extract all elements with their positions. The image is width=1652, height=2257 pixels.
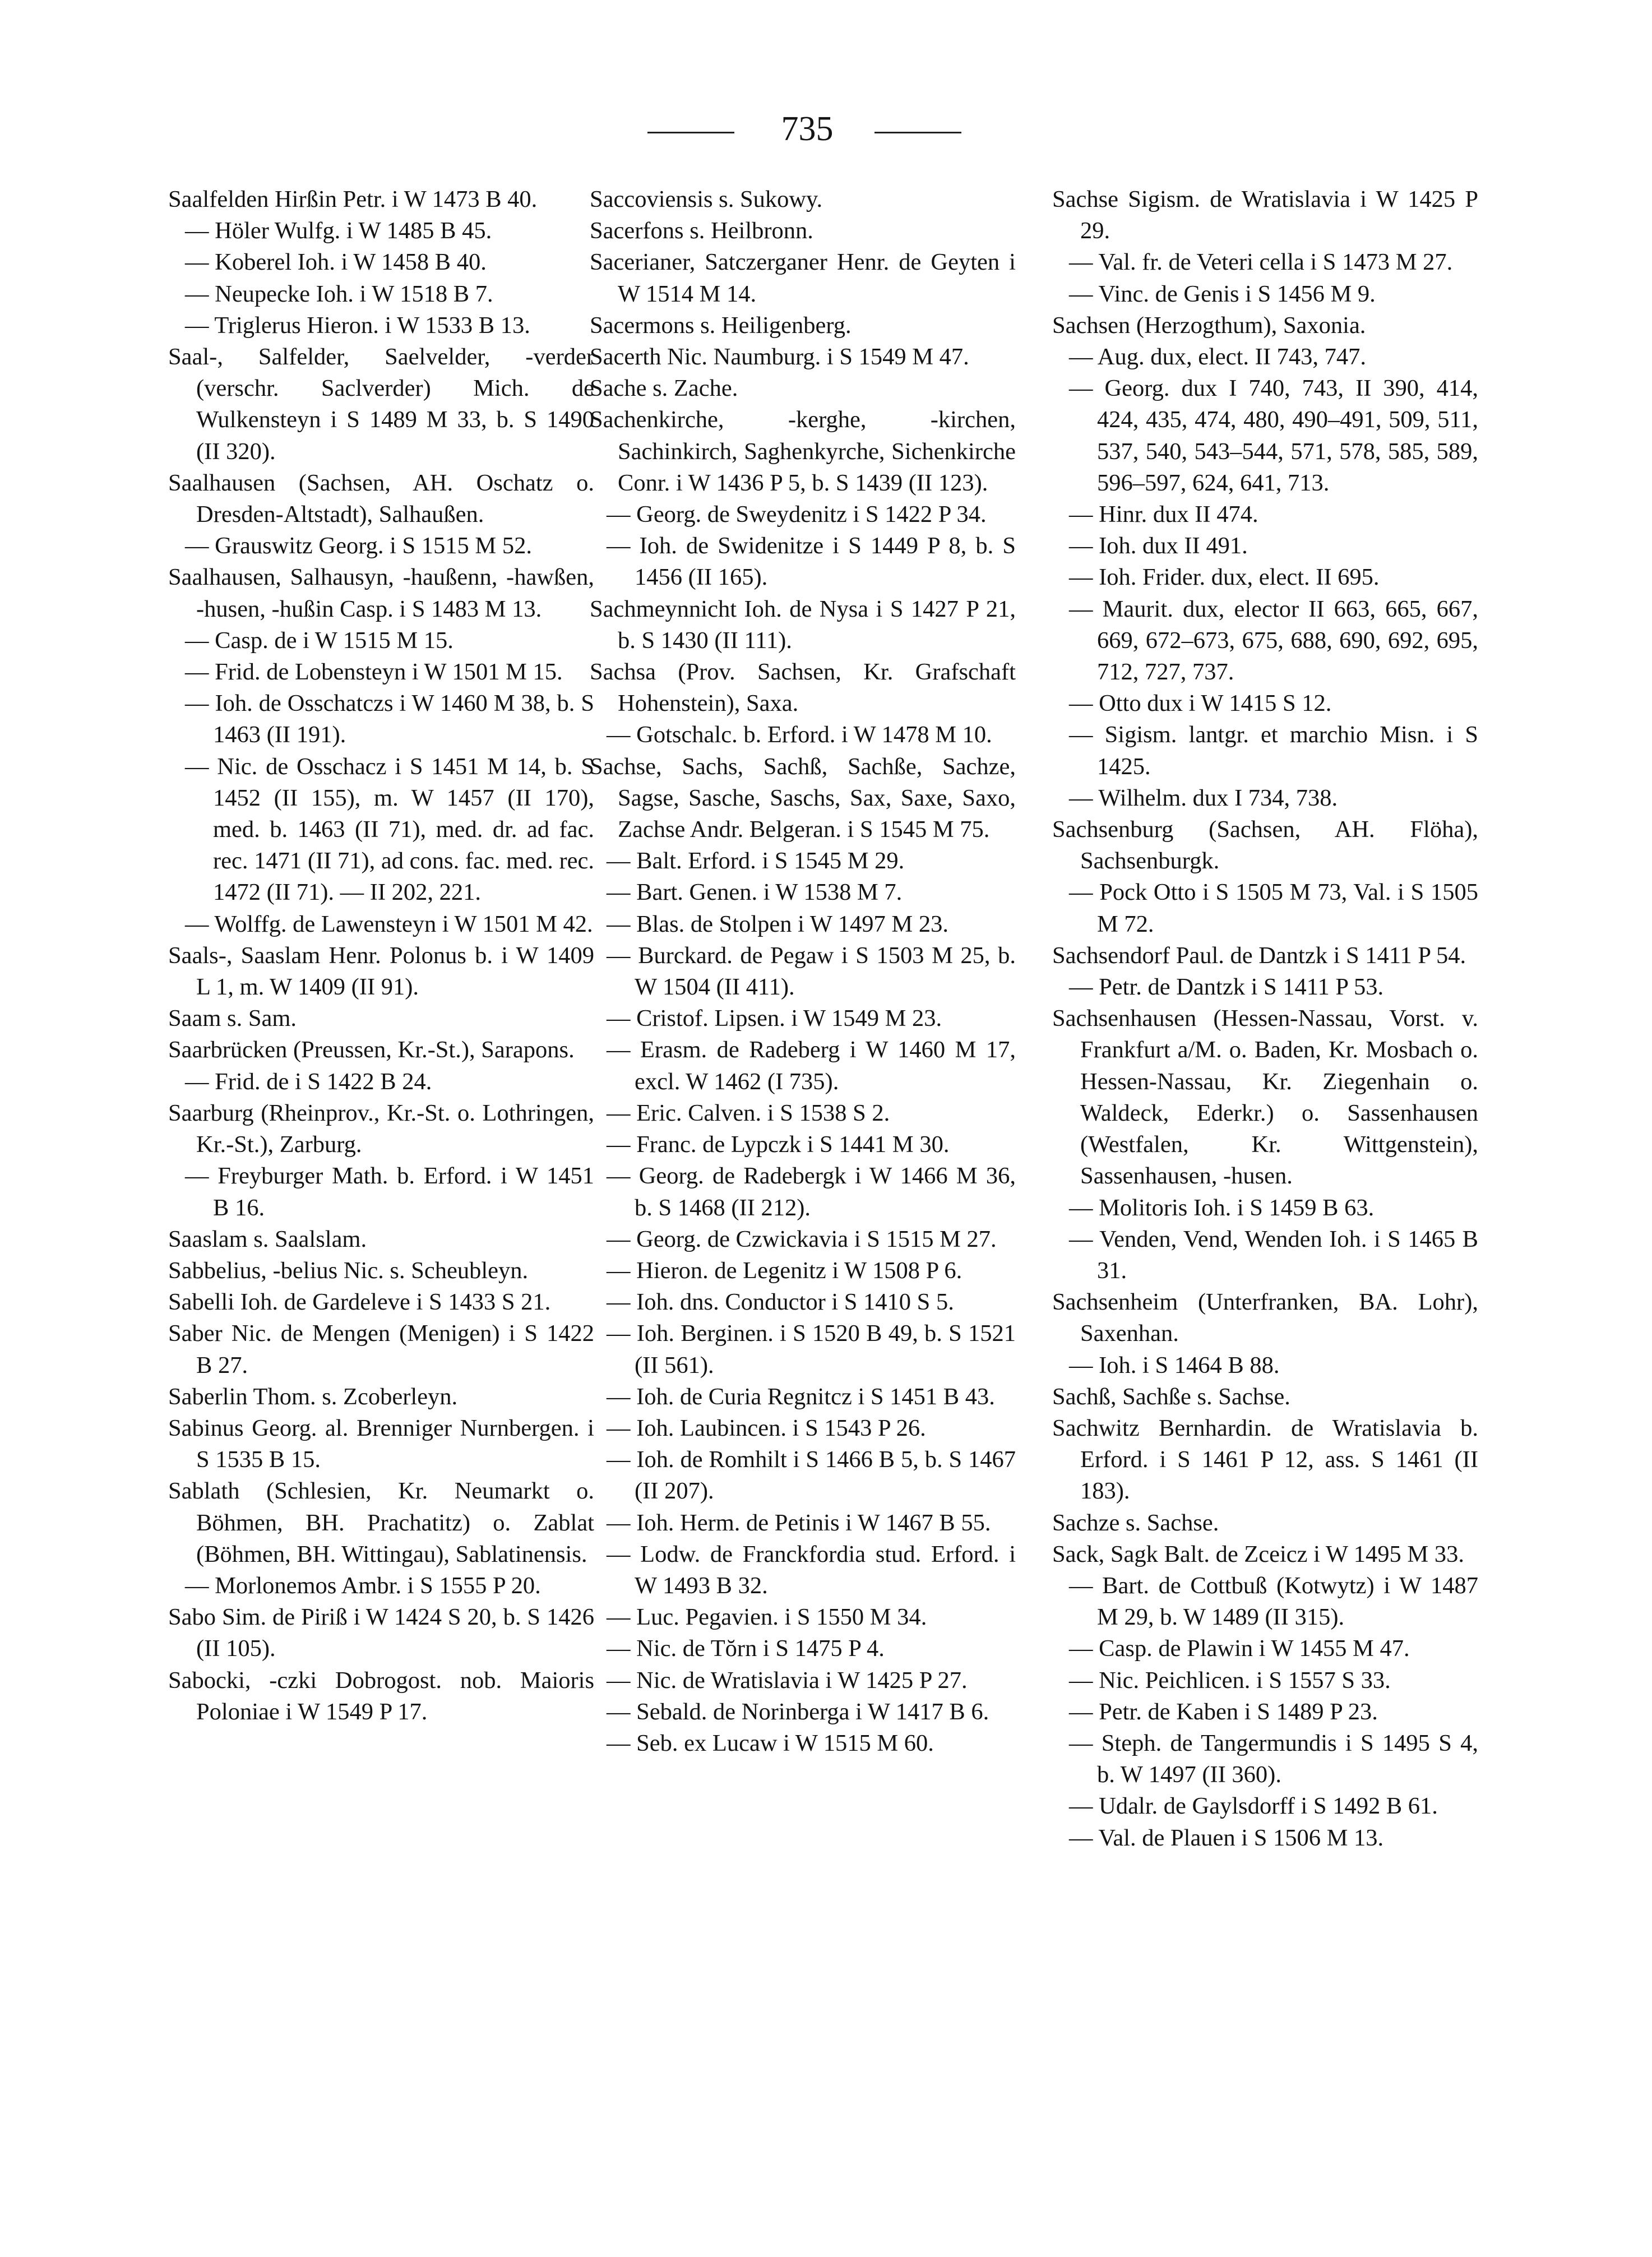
index-subentry: — Val. fr. de Veteri cella i S 1473 M 27. (1069, 249, 1453, 276)
index-headword-entry: Saam s. Sam. (168, 1005, 297, 1032)
index-headword-entry: Sabocki, -czki Dobrogost. nob. Maioris Poloniae i W 1549 P 17. (168, 1667, 594, 1725)
index-subentry: — Erasm. de Radeberg i W 1460 M 17, excl. W 1462 (I 735). (607, 1037, 1016, 1095)
index-headword-entry: Sachwitz Bernhardin. de Wratislavia b. Erford. i S 1461 P 12, ass. S 1461 (II 183). (1052, 1414, 1478, 1505)
index-subentry: — Triglerus Hieron. i W 1533 B 13. (185, 312, 530, 339)
index-headword-entry: Saals-, Saaslam Henr. Polonus b. i W 1409 L 1, m. W 1409 (II 91). (168, 942, 594, 1001)
index-subentry: — Grauswitz Georg. i S 1515 M 52. (185, 533, 532, 559)
index-column-1 (168, 184, 594, 1728)
index-subentry: — Bart. de Cottbuß (Kotwytz) i W 1487 M 29, b. W 1489 (II 315). (1069, 1572, 1478, 1631)
index-subentry: — Gotschalc. b. Erford. i W 1478 M 10. (607, 721, 992, 748)
index-headword-entry: Sacerfons s. Heilbronn. (590, 218, 813, 244)
index-subentry: — Wilhelm. dux I 734, 738. (1069, 784, 1338, 811)
index-subentry: — Ioh. de Swidenitze i S 1449 P 8, b. S 1456 (II 165). (607, 533, 1016, 591)
index-subentry: — Petr. de Kaben i S 1489 P 23. (1069, 1698, 1378, 1725)
index-headword-entry: Saberlin Thom. s. Zcoberleyn. (168, 1383, 458, 1410)
index-subentry: — Nic. de Osschacz i S 1451 M 14, b. S 1452 (II 155), m. W 1457 (II 170), med. b. 1463 (II 71), med. dr. ad fac. rec. 1471 (II 71), ad cons. fac. med. rec. 1472 (II 71). — II 202, 221. (185, 753, 594, 906)
index-headword-entry: Sachse Sigism. de Wratislavia i W 1425 P 29. (1052, 186, 1478, 244)
index-headword-entry: Sachsenhausen (Hessen-Nassau, Vorst. v. Frankfurt a/M. o. Baden, Kr. Mosbach o. Hessen-Nassau, Kr. Ziegenhain o. Waldeck, Ederkr.) o. Sassenhausen (Westfalen, Kr. Wittgenstein), Sassenhausen, -husen. (1052, 1005, 1478, 1190)
index-subentry: — Maurit. dux, elector II 663, 665, 667, 669, 672–673, 675, 688, 690, 692, 695, 712, 727, 737. (1069, 595, 1478, 686)
page-header (0, 109, 1652, 149)
index-subentry: — Eric. Calven. i S 1538 S 2. (607, 1099, 890, 1126)
index-subentry: — Petr. de Dantzk i S 1411 P 53. (1069, 974, 1384, 1001)
index-subentry: — Pock Otto i S 1505 M 73, Val. i S 1505 M 72. (1069, 879, 1478, 937)
index-headword-entry: Saber Nic. de Mengen (Menigen) i S 1422 B 27. (168, 1320, 594, 1379)
index-subentry: — Molitoris Ioh. i S 1459 B 63. (1069, 1194, 1375, 1221)
header-rule-left (647, 132, 734, 133)
page-number: 735 (781, 110, 834, 148)
index-headword-entry: Sabelli Ioh. de Gardeleve i S 1433 S 21. (168, 1289, 551, 1316)
index-headword-entry: Sachmeynnicht Ioh. de Nysa i S 1427 P 21, b. S 1430 (II 111). (590, 595, 1016, 654)
index-subentry: — Ioh. Laubincen. i S 1543 P 26. (607, 1414, 926, 1441)
index-subentry: — Frid. de i S 1422 B 24. (185, 1068, 432, 1095)
index-subentry: — Ioh. Herm. de Petinis i W 1467 B 55. (607, 1509, 991, 1536)
index-headword-entry: Sachsenheim (Unterfranken, BA. Lohr), Saxenhan. (1052, 1289, 1478, 1347)
index-headword-entry: Saalfelden Hirßin Petr. i W 1473 B 40. (168, 186, 538, 212)
index-subentry: — Georg. dux I 740, 743, II 390, 414, 424, 435, 474, 480, 490–491, 509, 511, 537, 540, 543–544, 571, 578, 585, 589, 596–597, 624, 641, 713. (1069, 375, 1478, 496)
index-subentry: — Nic. de Wratislavia i W 1425 P 27. (607, 1667, 968, 1694)
index-headword-entry: Saal-, Salfelder, Saelvelder, -verder (verschr. Saclverder) Mich. de Wulkensteyn i S 1489 M 33, b. S 1490 (II 320). (168, 344, 594, 465)
index-headword-entry: Sachsendorf Paul. de Dantzk i S 1411 P 54. (1052, 942, 1466, 969)
index-headword-entry: Saarburg (Rheinprov., Kr.-St. o. Lothringen, Kr.-St.), Zarburg. (168, 1099, 594, 1158)
index-headword-entry: Sachenkirche, -kerghe, -kirchen, Sachinkirch, Saghenkyrche, Sichenkirche Conr. i W 1436 P 5, b. S 1439 (II 123). (590, 406, 1016, 496)
index-subentry: — Blas. de Stolpen i W 1497 M 23. (607, 910, 948, 937)
index-subentry: — Ioh. de Osschatczs i W 1460 M 38, b. S 1463 (II 191). (185, 690, 594, 748)
index-subentry: — Luc. Pegavien. i S 1550 M 34. (607, 1604, 927, 1631)
index-subentry: — Franc. de Lypczk i S 1441 M 30. (607, 1131, 950, 1158)
index-subentry: — Bart. Genen. i W 1538 M 7. (607, 879, 903, 906)
index-headword-entry: Sabinus Georg. al. Brenniger Nurnbergen. i S 1535 B 15. (168, 1414, 594, 1473)
index-subentry: — Freyburger Math. b. Erford. i W 1451 B 16. (185, 1163, 594, 1221)
index-subentry: — Hieron. de Legenitz i W 1508 P 6. (607, 1257, 962, 1284)
index-headword-entry: Sache s. Zache. (590, 375, 738, 402)
index-subentry: — Nic. Peichlicen. i S 1557 S 33. (1069, 1667, 1391, 1694)
index-subentry: — Venden, Vend, Wenden Ioh. i S 1465 B 31. (1069, 1225, 1478, 1284)
index-headword-entry: Sablath (Schlesien, Kr. Neumarkt o. Böhmen, BH. Prachatitz) o. Zablat (Böhmen, BH. Wittingau), Sablatinensis. (168, 1478, 594, 1567)
index-subentry: — Val. de Plauen i S 1506 M 13. (1069, 1824, 1384, 1851)
index-headword-entry: Sacermons s. Heiligenberg. (590, 312, 852, 339)
index-headword-entry: Sachsa (Prov. Sachsen, Kr. Grafschaft Hohenstein), Saxa. (590, 659, 1016, 717)
index-headword-entry: Sacerth Nic. Naumburg. i S 1549 M 47. (590, 344, 969, 371)
index-subentry: — Vinc. de Genis i S 1456 M 9. (1069, 280, 1376, 307)
index-subentry: — Cristof. Lipsen. i W 1549 M 23. (607, 1005, 942, 1032)
index-subentry: — Frid. de Lobensteyn i W 1501 M 15. (185, 659, 563, 686)
index-subentry: — Hinr. dux II 474. (1069, 501, 1258, 528)
index-headword-entry: Saarbrücken (Preussen, Kr.-St.), Sarapons. (168, 1037, 575, 1063)
index-headword-entry: Sabo Sim. de Piriß i W 1424 S 20, b. S 1426 (II 105). (168, 1604, 594, 1662)
index-subentry: — Casp. de Plawin i W 1455 M 47. (1069, 1635, 1410, 1662)
index-subentry: — Casp. de i W 1515 M 15. (185, 627, 454, 654)
index-headword-entry: Sabbelius, -belius Nic. s. Scheubleyn. (168, 1257, 529, 1284)
index-subentry: — Nic. de Tŏrn i S 1475 P 4. (607, 1635, 885, 1662)
index-subentry: — Höler Wulfg. i W 1485 B 45. (185, 218, 492, 244)
index-headword-entry: Sack, Sagk Balt. de Zceicz i W 1495 M 33. (1052, 1541, 1464, 1567)
index-subentry: — Ioh. dux II 491. (1069, 533, 1248, 559)
index-subentry: — Udalr. de Gaylsdorff i S 1492 B 61. (1069, 1793, 1438, 1820)
index-subentry: — Wolffg. de Lawensteyn i W 1501 M 42. (185, 910, 593, 937)
index-headword-entry: Saalhausen, Salhausyn, -haußenn, -hawßen, -husen, -hußin Casp. i S 1483 M 13. (168, 564, 594, 622)
index-subentry: — Ioh. Frider. dux, elect. II 695. (1069, 564, 1380, 591)
index-subentry: — Otto dux i W 1415 S 12. (1069, 690, 1332, 717)
index-headword-entry: Sachß, Sachße s. Sachse. (1052, 1383, 1290, 1410)
index-column-2 (590, 184, 1016, 1759)
index-subentry: — Georg. de Radebergk i W 1466 M 36, b. S 1468 (II 212). (607, 1163, 1016, 1221)
index-subentry: — Ioh. i S 1464 B 88. (1069, 1352, 1280, 1379)
index-subentry: — Koberel Ioh. i W 1458 B 40. (185, 249, 487, 276)
index-headword-entry: Sachsen (Herzogthum), Saxonia. (1052, 312, 1366, 339)
index-subentry: — Neupecke Ioh. i W 1518 B 7. (185, 280, 493, 307)
index-subentry: — Morlonemos Ambr. i S 1555 P 20. (185, 1572, 541, 1599)
index-column-3 (1052, 184, 1478, 1854)
index-subentry: — Burckard. de Pegaw i S 1503 M 25, b. W 1504 (II 411). (607, 942, 1016, 1001)
index-subentry: — Seb. ex Lucaw i W 1515 M 60. (607, 1729, 934, 1756)
index-subentry: — Balt. Erford. i S 1545 M 29. (607, 848, 905, 875)
index-subentry: — Ioh. dns. Conductor i S 1410 S 5. (607, 1289, 954, 1316)
index-subentry: — Lodw. de Franckfordia stud. Erford. i W 1493 B 32. (607, 1541, 1016, 1599)
index-headword-entry: Sachze s. Sachse. (1052, 1509, 1219, 1536)
index-headword-entry: Saalhausen (Sachsen, AH. Oschatz o. Dresden-Altstadt), Salhaußen. (168, 469, 594, 528)
index-subentry: — Sigism. lantgr. et marchio Misn. i S 1425. (1069, 721, 1478, 780)
index-subentry: — Aug. dux, elect. II 743, 747. (1069, 344, 1366, 371)
index-headword-entry: Sachsenburg (Sachsen, AH. Flöha), Sachsenburgk. (1052, 816, 1478, 875)
index-subentry: — Steph. de Tangermundis i S 1495 S 4, b. W 1497 (II 360). (1069, 1729, 1478, 1788)
index-subentry: — Georg. de Sweydenitz i S 1422 P 34. (607, 501, 987, 528)
index-subentry: — Sebald. de Norinberga i W 1417 B 6. (607, 1698, 989, 1725)
index-headword-entry: Sachse, Sachs, Sachß, Sachße, Sachze, Sagse, Sasche, Saschs, Sax, Saxe, Saxo, Zachse Andr. Belgeran. i S 1545 M 75. (590, 753, 1016, 843)
index-subentry: — Ioh. Berginen. i S 1520 B 49, b. S 1521 (II 561). (607, 1320, 1016, 1379)
index-headword-entry: Saaslam s. Saalslam. (168, 1225, 367, 1252)
index-subentry: — Georg. de Czwickavia i S 1515 M 27. (607, 1225, 997, 1252)
index-headword-entry: Saccoviensis s. Sukowy. (590, 186, 823, 212)
header-rule-right (874, 132, 961, 133)
index-subentry: — Ioh. de Romhilt i S 1466 B 5, b. S 1467 (II 207). (607, 1446, 1016, 1505)
index-headword-entry: Sacerianer, Satczerganer Henr. de Geyten i W 1514 M 14. (590, 249, 1016, 307)
index-subentry: — Ioh. de Curia Regnitcz i S 1451 B 43. (607, 1383, 995, 1410)
